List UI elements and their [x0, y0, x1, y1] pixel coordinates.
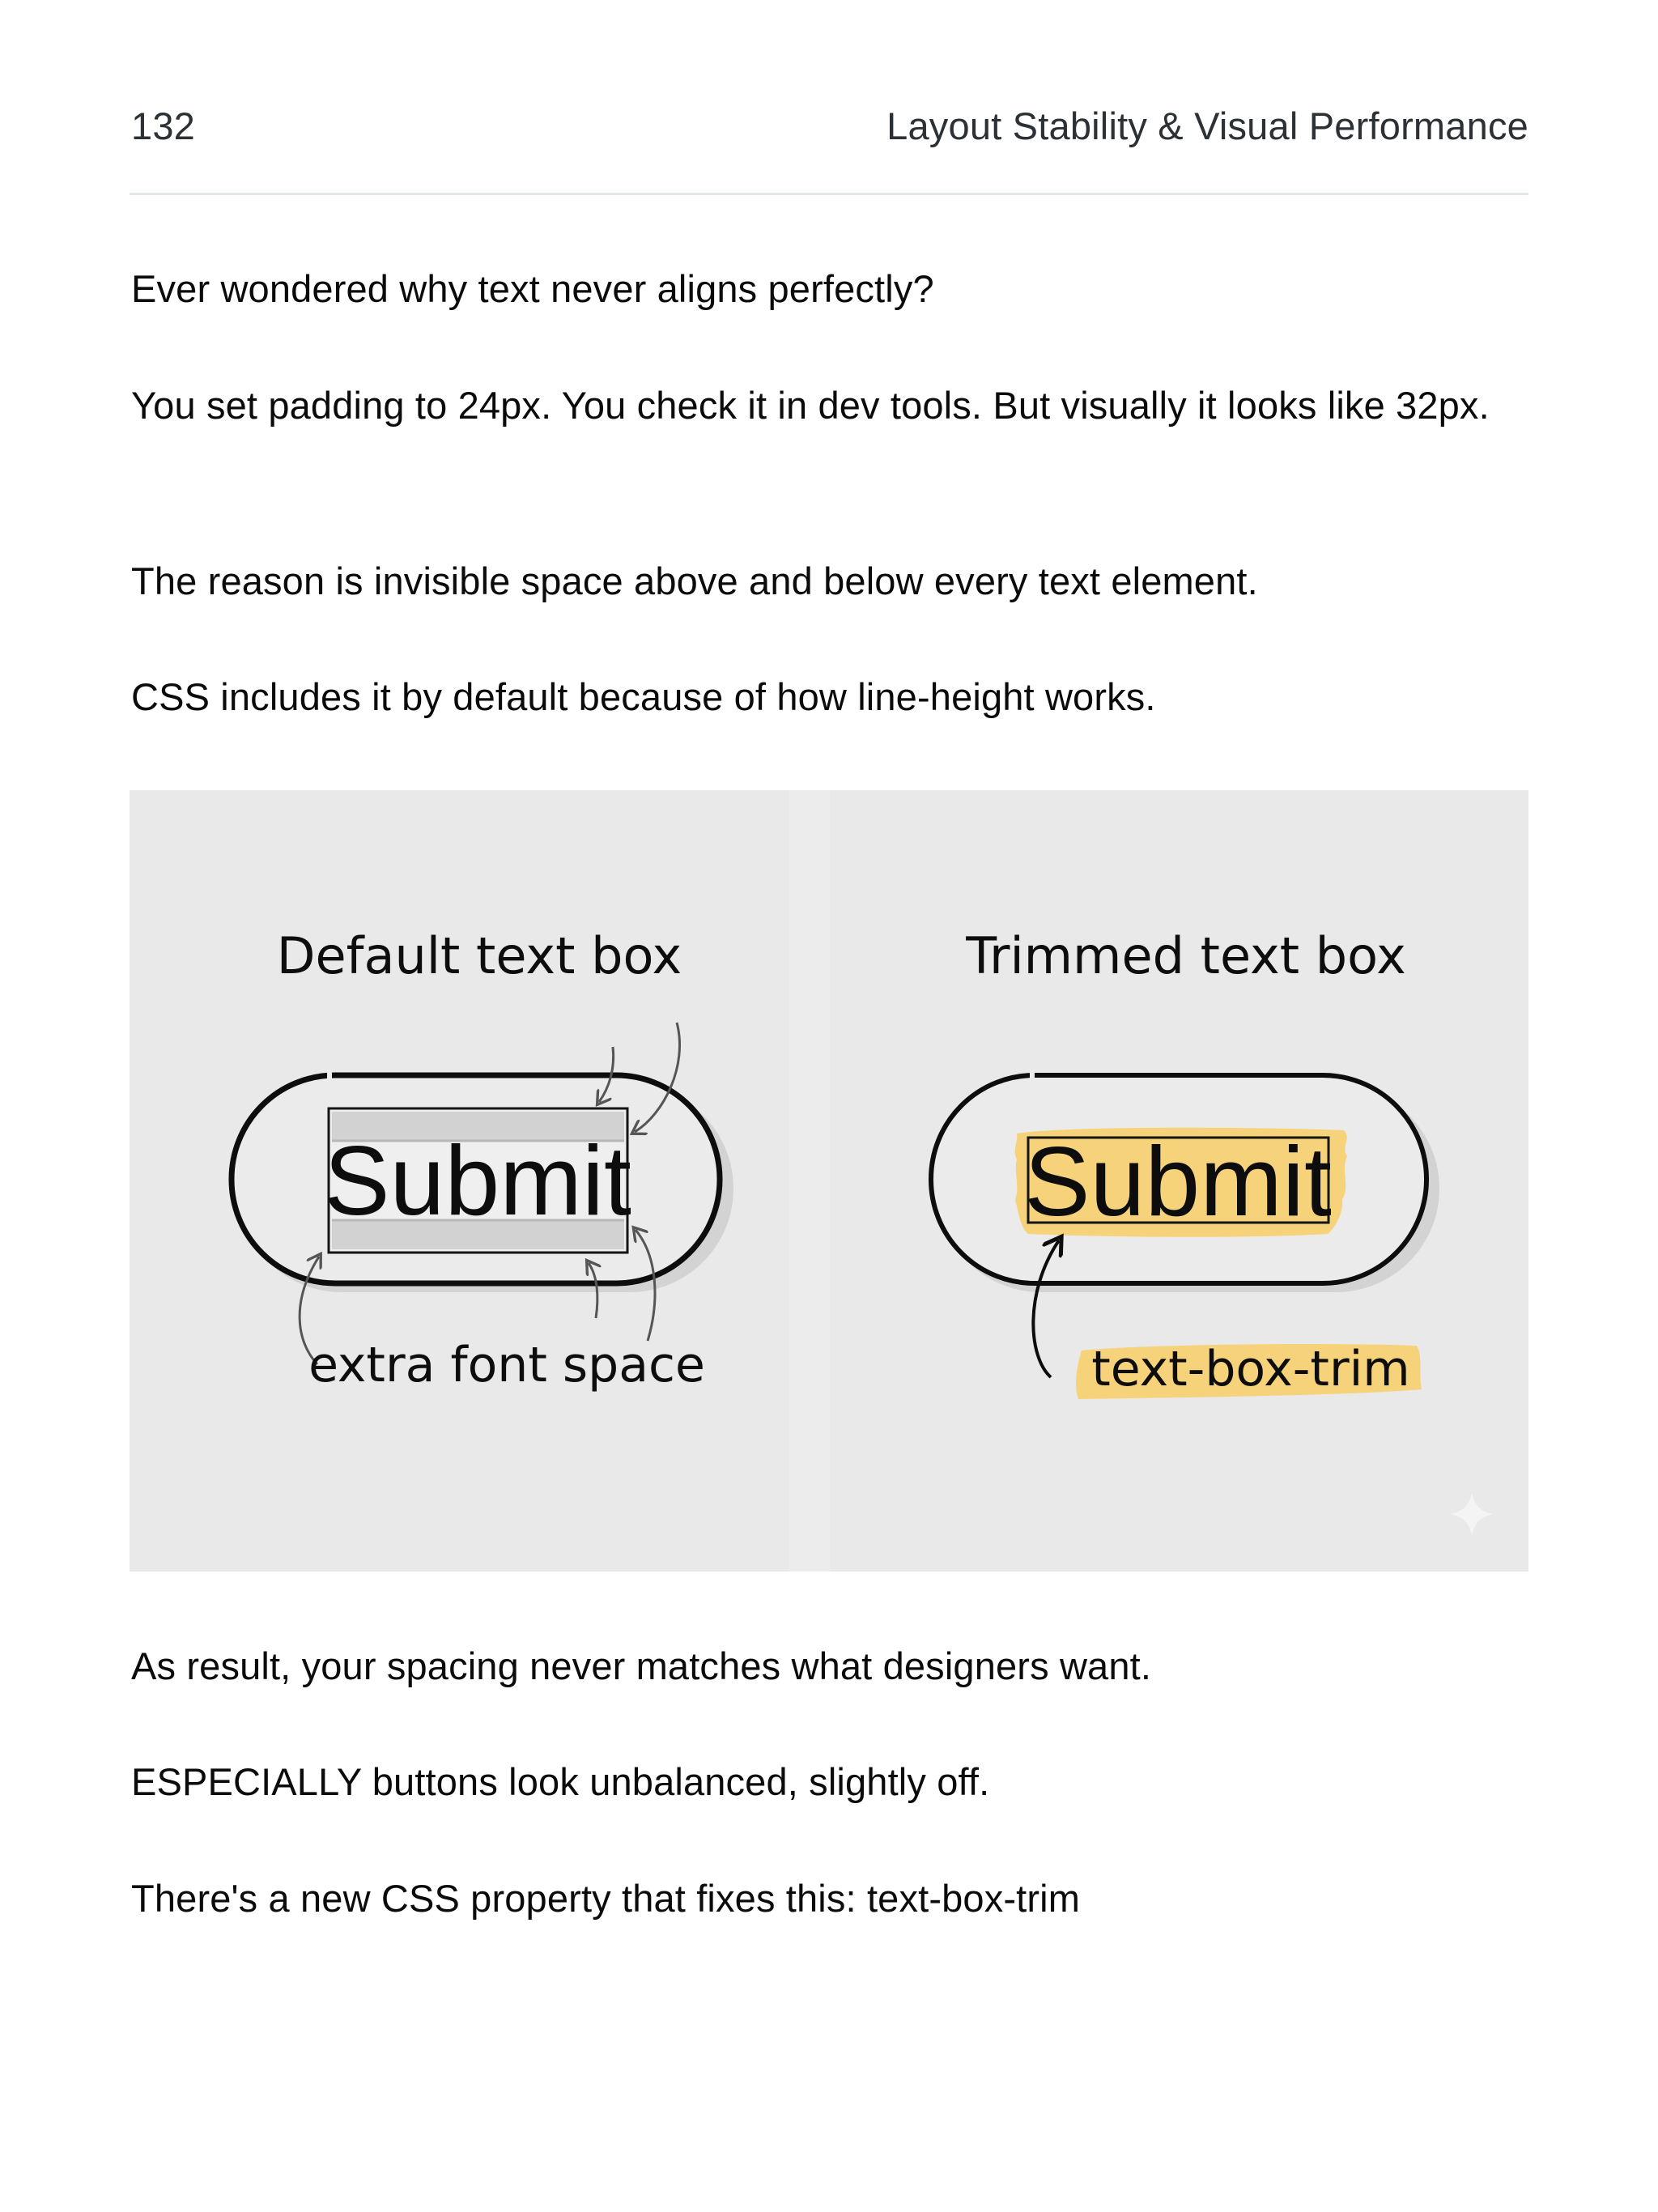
paragraph-buttons: ESPECIALLY buttons look unbalanced, slightly off. — [131, 1760, 990, 1803]
center-band — [789, 790, 830, 1572]
paragraph-line-height: CSS includes it by default because of how line-height works. — [131, 675, 1156, 718]
text-box-comparison-figure — [130, 790, 1528, 1572]
text-box-trim-annotation: text-box-trim — [1091, 1341, 1410, 1397]
left-panel-default — [232, 926, 733, 1393]
paragraph-result: As result, your spacing never matches what designers want. — [131, 1644, 1152, 1687]
default-submit-label: Submit — [324, 1125, 631, 1236]
paragraph-padding-example: You set padding to 24px. You check it in dev tools. But visually it looks like 32px. — [131, 384, 1490, 427]
extra-font-space-annotation: extra font space — [308, 1337, 705, 1393]
sparkle-icon — [1451, 1493, 1493, 1535]
paragraph-reason: The reason is invisible space above and below every text element. — [131, 559, 1258, 602]
comparison-illustration — [130, 790, 1528, 1572]
left-panel-title: Default text box — [276, 926, 682, 985]
pill-stroke-gap — [1030, 1070, 1035, 1080]
pill-stroke-gap — [327, 1070, 332, 1080]
paragraph-intro-question: Ever wondered why text never aligns perfectly? — [131, 267, 934, 310]
chapter-title: Layout Stability & Visual Performance — [886, 104, 1528, 147]
paragraph-new-property: There's a new CSS property that fixes this: text-box-trim — [131, 1877, 1081, 1920]
page-header — [131, 104, 1528, 152]
trimmed-submit-label: Submit — [1024, 1126, 1332, 1236]
right-panel-trimmed — [931, 926, 1439, 1399]
right-panel-title: Trimmed text box — [966, 926, 1406, 985]
page-number: 132 — [131, 104, 196, 147]
header-divider — [130, 193, 1528, 195]
